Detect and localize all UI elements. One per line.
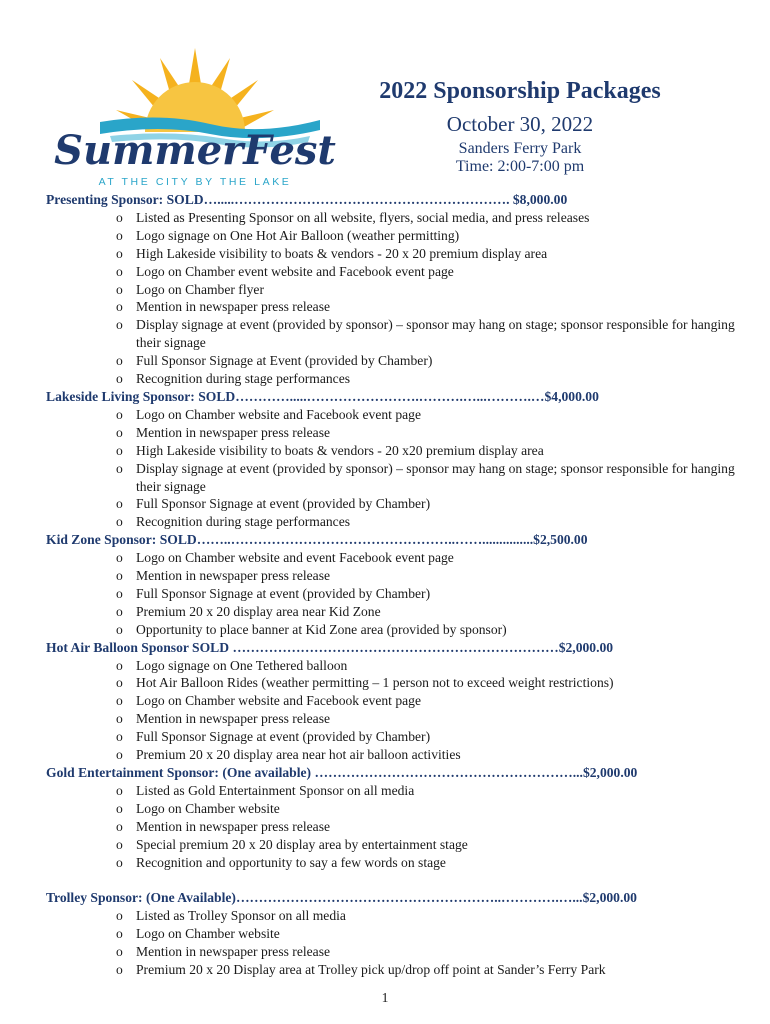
benefit-item: o Recognition and opportunity to say a few words on stage <box>116 854 746 872</box>
package-benefits-list <box>46 209 746 388</box>
benefit-item: o Logo signage on One Tethered balloon <box>116 657 746 675</box>
page-title: 2022 Sponsorship Packages <box>379 78 661 104</box>
benefit-item: o Full Sponsor Signage at event (provided by Chamber) <box>116 728 746 746</box>
benefit-item: o Mention in newspaper press release <box>116 710 746 728</box>
package-benefits-list <box>46 657 746 764</box>
benefit-item: o Opportunity to place banner at Kid Zone area (provided by sponsor) <box>116 621 746 639</box>
benefit-item: o Display signage at event (provided by sponsor) – sponsor may hang on stage; sponsor responsible for hanging their signage <box>116 316 746 352</box>
benefit-item: o Mention in newspaper press release <box>116 567 746 585</box>
benefit-item: o Logo signage on One Hot Air Balloon (weather permitting) <box>116 227 746 245</box>
event-venue: Sanders Ferry Park <box>458 140 582 157</box>
benefit-item: o Logo on Chamber website <box>116 800 746 818</box>
benefit-item: o Full Sponsor Signage at event (provided by Chamber) <box>116 495 746 513</box>
benefit-item: o Recognition during stage performances <box>116 513 746 531</box>
benefit-item: o Logo on Chamber website and Facebook event page <box>116 406 746 424</box>
event-time: Time: 2:00-7:00 pm <box>455 158 585 175</box>
benefit-item: o Special premium 20 x 20 display area by entertainment stage <box>116 836 746 854</box>
benefit-item: o Recognition during stage performances <box>116 370 746 388</box>
benefit-item: o Logo on Chamber website <box>116 925 746 943</box>
benefit-item: o Listed as Presenting Sponsor on all website, flyers, social media, and press releases <box>116 209 746 227</box>
benefit-item: o Mention in newspaper press release <box>116 298 746 316</box>
package-heading: Kid Zone Sponsor: SOLD……..…………………………………………..……...............$2,500.00 <box>46 532 588 548</box>
package-heading: Presenting Sponsor: SOLD….....……………………………………………………. $8,000.00 <box>46 192 568 207</box>
benefit-item: o Mention in newspaper press release <box>116 424 746 442</box>
package-benefits-list <box>46 406 746 531</box>
benefit-item: o Mention in newspaper press release <box>116 943 746 961</box>
package-heading: Trolley Sponsor: (One Available)…………………………………………………..………….…...$2,000.00 <box>46 890 637 906</box>
section-spacer <box>46 871 746 889</box>
benefit-item: o Logo on Chamber event website and Facebook event page <box>116 263 746 281</box>
logo-wordmark: SummerFest <box>54 127 336 174</box>
logo-tagline: AT THE CITY BY THE LAKE <box>98 176 292 188</box>
benefit-item: o Listed as Gold Entertainment Sponsor on all media <box>116 782 746 800</box>
event-date: October 30, 2022 <box>446 112 594 136</box>
benefit-item: o Hot Air Balloon Rides (weather permitting – 1 person not to exceed weight restrictions) <box>116 674 746 692</box>
benefit-item: o Mention in newspaper press release <box>116 818 746 836</box>
benefit-item: o High Lakeside visibility to boats & vendors - 20 x 20 premium display area <box>116 245 746 263</box>
package-heading: Hot Air Balloon Sponsor SOLD ………………………………………………………………$2,000.00 <box>46 639 614 655</box>
benefit-item: o Display signage at event (provided by sponsor) – sponsor may hang on stage; sponsor responsible for hanging their signage <box>116 460 746 496</box>
benefit-item: o Full Sponsor Signage at event (provided by Chamber) <box>116 585 746 603</box>
benefit-item: o Logo on Chamber flyer <box>116 281 746 299</box>
benefit-item: o Listed as Trolley Sponsor on all media <box>116 907 746 925</box>
benefit-item: o Logo on Chamber website and Facebook event page <box>116 692 746 710</box>
benefit-item: o High Lakeside visibility to boats & vendors - 20 x20 premium display area <box>116 442 746 460</box>
summerfest-logo <box>40 40 350 190</box>
package-benefits-list <box>46 782 746 872</box>
package-heading: Gold Entertainment Sponsor: (One available) …………………………………………………...$2,000.00 <box>46 765 638 780</box>
benefit-item: o Premium 20 x 20 display area near hot air balloon activities <box>116 746 746 764</box>
benefit-item: o Premium 20 x 20 display area near Kid Zone <box>116 603 746 621</box>
benefit-item: o Full Sponsor Signage at Event (provided by Chamber) <box>116 352 746 370</box>
package-heading: Lakeside Living Sponsor: SOLD………….....…………………….……….…...……….…$4,000.00 <box>46 388 599 404</box>
package-benefits-list <box>46 549 746 639</box>
page-number: 1 <box>381 990 389 1005</box>
sponsorship-packages <box>46 191 746 979</box>
benefit-item: o Premium 20 x 20 Display area at Trolley pick up/drop off point at Sander’s Ferry Park <box>116 961 746 979</box>
package-benefits-list <box>46 907 746 979</box>
benefit-item: o Logo on Chamber website and event Facebook event page <box>116 549 746 567</box>
